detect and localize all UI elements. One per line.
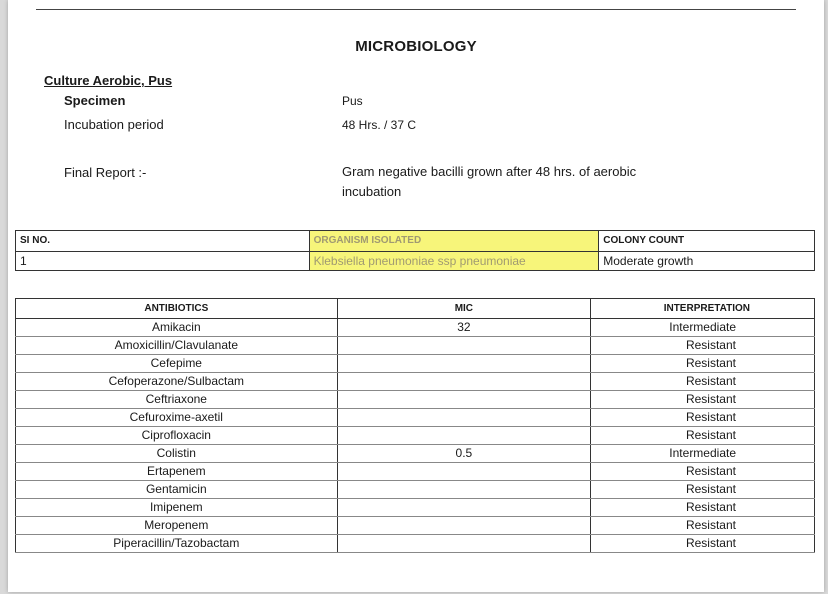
organism-table (15, 230, 815, 271)
interpretation-value: Resistant (591, 481, 815, 499)
top-divider (36, 9, 796, 10)
header-sl-no: SI NO. (16, 231, 310, 252)
section-title: Culture Aerobic, Pus (44, 73, 173, 88)
table-row (16, 427, 815, 445)
antibiotic-name: Ciprofloxacin (16, 427, 338, 445)
interpretation-value: Intermediate (591, 319, 815, 337)
table-row (16, 319, 815, 337)
table-row (16, 463, 815, 481)
antibiotic-name: Ertapenem (16, 463, 338, 481)
antibiotic-name: Gentamicin (16, 481, 338, 499)
interpretation-value: Resistant (591, 355, 815, 373)
interpretation-value: Resistant (591, 391, 815, 409)
organism-name: Klebsiella pneumoniae ssp pneumoniae (309, 252, 599, 271)
mic-value (337, 355, 591, 373)
mic-value (337, 481, 591, 499)
organism-sl-no: 1 (16, 252, 310, 271)
interpretation-value: Resistant (591, 409, 815, 427)
antibiotic-name: Cefoperazone/Sulbactam (16, 373, 338, 391)
interpretation-value: Intermediate (591, 445, 815, 463)
antibiotic-table-body (16, 319, 815, 553)
antibiotic-name: Amoxicillin/Clavulanate (16, 337, 338, 355)
mic-value (337, 535, 591, 553)
report-title: MICROBIOLOGY (355, 38, 477, 55)
mic-value (337, 409, 591, 427)
mic-value (337, 427, 591, 445)
antibiotic-name: Cefepime (16, 355, 338, 373)
antibiotic-name: Cefuroxime-axetil (16, 409, 338, 427)
table-row (16, 517, 815, 535)
organism-colony-count: Moderate growth (599, 252, 815, 271)
table-row (16, 409, 815, 427)
antibiotic-name: Colistin (16, 445, 338, 463)
interpretation-value: Resistant (591, 499, 815, 517)
mic-value: 32 (337, 319, 591, 337)
table-row (16, 337, 815, 355)
interpretation-value: Resistant (591, 535, 815, 553)
table-row (16, 481, 815, 499)
table-row (16, 391, 815, 409)
final-report-label: Final Report :- (64, 165, 147, 180)
antibiotic-name: Amikacin (16, 319, 338, 337)
antibiotic-name: Meropenem (16, 517, 338, 535)
mic-value (337, 499, 591, 517)
header-organism-isolated: ORGANISM ISOLATED (309, 231, 599, 252)
table-row (16, 535, 815, 553)
table-row (16, 373, 815, 391)
interpretation-value: Resistant (591, 427, 815, 445)
antibiotic-name: Piperacillin/Tazobactam (16, 535, 338, 553)
header-interpretation: INTERPRETATION (591, 299, 815, 319)
mic-value: 0.5 (337, 445, 591, 463)
mic-value (337, 391, 591, 409)
mic-value (337, 517, 591, 535)
interpretation-value: Resistant (591, 337, 815, 355)
final-report-line-2: incubation (342, 184, 402, 199)
mic-value (337, 337, 591, 355)
interpretation-value: Resistant (591, 463, 815, 481)
mic-value (337, 373, 591, 391)
final-report-line-1: Gram negative bacilli grown after 48 hrs. of aerobic (342, 164, 637, 179)
organism-row (16, 252, 815, 271)
header-antibiotics: ANTIBIOTICS (16, 299, 338, 319)
incubation-label: Incubation period (64, 117, 164, 132)
mic-value (337, 463, 591, 481)
table-row (16, 445, 815, 463)
antibiotic-table (15, 298, 815, 553)
table-row (16, 355, 815, 373)
report-page (8, 0, 824, 592)
incubation-value: 48 Hrs. / 37 C (342, 118, 417, 132)
interpretation-value: Resistant (591, 517, 815, 535)
antibiotic-name: Ceftriaxone (16, 391, 338, 409)
specimen-label: Specimen (64, 93, 126, 108)
table-row (16, 499, 815, 517)
interpretation-value: Resistant (591, 373, 815, 391)
header-colony-count: COLONY COUNT (599, 231, 815, 252)
header-mic: MIC (337, 299, 591, 319)
antibiotic-name: Imipenem (16, 499, 338, 517)
specimen-value: Pus (342, 94, 363, 108)
